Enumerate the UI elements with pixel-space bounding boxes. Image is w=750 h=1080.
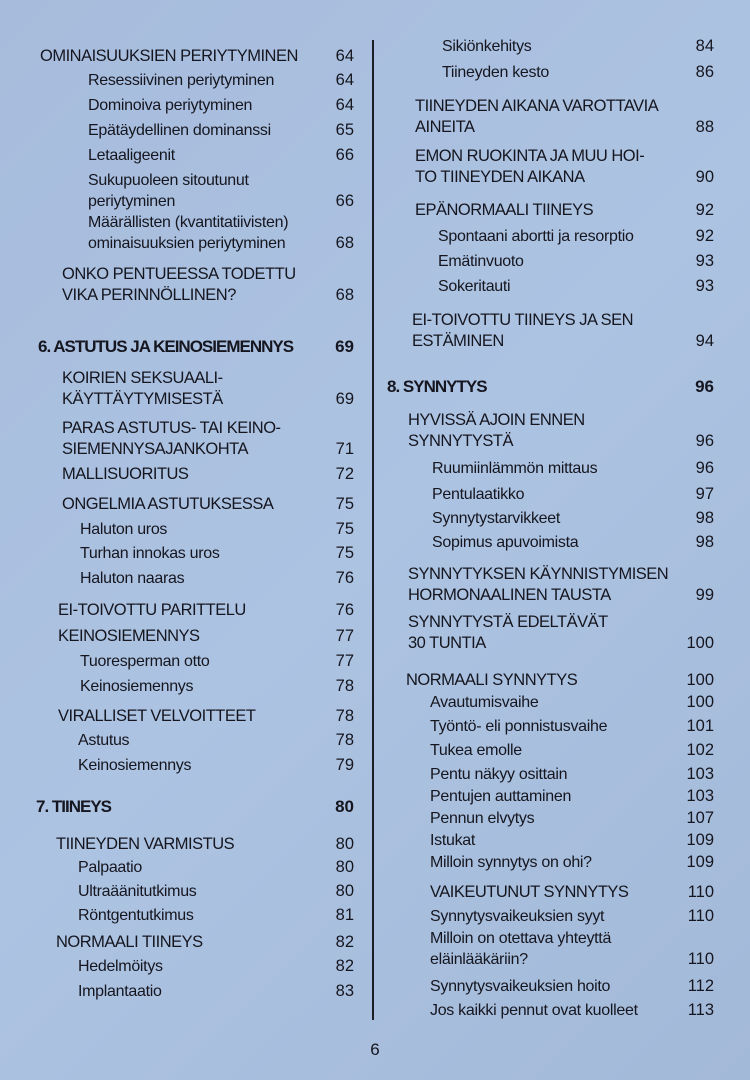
toc-entry-title-line: Ruumiinlämmön mittaus: [432, 460, 598, 477]
toc-entry-title-line: Epätäydellinen dominanssi: [88, 122, 271, 139]
toc-chapter: [36, 796, 354, 817]
toc-entry-title: [408, 612, 680, 654]
toc-entry-title: [438, 226, 682, 247]
toc-subsection: [432, 508, 714, 529]
toc-entry-title-line: SYNNYTYKSEN KÄYNNISTYMISEN: [408, 565, 669, 583]
toc-entry-title: [438, 276, 682, 297]
toc-entry-page: 80: [335, 858, 354, 876]
toc-entry-page: 80: [335, 797, 354, 816]
toc-entry-title-line: Pentujen auttaminen: [430, 788, 572, 805]
toc-entry-title: [38, 336, 322, 357]
toc-entry-page: 82: [335, 957, 354, 975]
toc-subsection: [430, 976, 714, 997]
toc-entry-title-line: TIINEYDEN AIKANA VAROTTAVIA: [415, 97, 659, 115]
toc-entry-title: [432, 508, 682, 529]
toc-entry-title: [430, 1000, 682, 1021]
toc-entry-title-line: ESTÄMINEN: [412, 332, 504, 350]
toc-entry-title-line: 7. TIINEYS: [36, 797, 112, 816]
toc-subsection: [438, 251, 714, 272]
toc-section: [62, 418, 354, 460]
toc-entry-title: [56, 834, 322, 855]
toc-entry-title-line: 30 TUNTIA: [408, 634, 486, 652]
toc-entry-title: [430, 882, 682, 903]
toc-entry-page: 78: [335, 731, 354, 749]
toc-entry-title-line: Keinosiemennys: [80, 678, 194, 695]
toc-entry-title-line: Spontaani abortti ja resorptio: [438, 228, 634, 245]
toc-entry-title-line: TO TIINEYDEN AIKANA: [415, 168, 585, 186]
toc-entry-page: 65: [335, 121, 354, 139]
toc-entry-page: 109: [686, 831, 714, 849]
toc-subsection: [430, 740, 714, 761]
toc-entry-page: 66: [335, 192, 354, 210]
toc-subsection: [80, 519, 354, 540]
toc-subsection: [430, 786, 714, 807]
toc-subsection: [432, 532, 714, 553]
toc-entry-title-line: HYVISSÄ AJOIN ENNEN: [408, 411, 585, 429]
toc-subsection: [430, 716, 714, 737]
toc-section: [58, 626, 354, 647]
toc-subsection: [78, 857, 354, 878]
toc-entry-title: [62, 494, 322, 515]
toc-entry-page: 81: [335, 906, 354, 924]
toc-entry-title-line: Tiineyden kesto: [442, 64, 549, 81]
toc-subsection: [432, 484, 714, 505]
toc-entry-title-line: Tuoresperman otto: [80, 653, 210, 670]
toc-section: [408, 410, 714, 452]
toc-entry-title-line: ONGELMIA ASTUTUKSESSA: [62, 495, 274, 513]
toc-entry-title: [442, 62, 682, 83]
toc-entry-page: 112: [687, 977, 714, 995]
toc-entry-page: 80: [335, 835, 354, 853]
toc-entry-page: 93: [695, 252, 714, 270]
toc-entry-title: [88, 170, 322, 212]
toc-entry-page: 64: [335, 96, 354, 114]
toc-entry-page: 98: [695, 533, 714, 551]
toc-entry-title-line: periytyminen: [88, 193, 176, 210]
toc-section: [412, 310, 714, 352]
toc-section: [40, 46, 354, 67]
toc-entry-page: 64: [335, 71, 354, 89]
toc-section: [56, 834, 354, 855]
toc-entry-page: 96: [695, 377, 714, 396]
toc-subsection: [442, 36, 714, 57]
toc-entry-title: [430, 716, 680, 737]
toc-section: [58, 600, 354, 621]
toc-entry-title-line: ONKO PENTUEESSA TODETTU: [62, 265, 296, 283]
toc-entry-title-line: Työntö- eli ponnistusvaihe: [430, 718, 608, 735]
toc-section: [58, 706, 354, 727]
toc-entry-title-line: VAIKEUTUNUT SYNNYTYS: [430, 883, 629, 901]
toc-entry-page: 100: [686, 671, 714, 689]
toc-entry-title-line: eläinlääkäriin?: [430, 951, 528, 968]
toc-entry-page: 96: [695, 459, 714, 477]
toc-entry-title: [432, 458, 682, 479]
toc-entry-title-line: Synnytysvaikeuksien hoito: [430, 978, 611, 995]
toc-entry-page: 77: [335, 652, 354, 670]
toc-entry-title-line: KOIRIEN SEKSUAALI-: [62, 369, 223, 387]
toc-entry-title: [62, 418, 322, 460]
toc-entry-page: 110: [687, 907, 714, 925]
toc-entry-title: [80, 676, 322, 697]
toc-entry-page: 103: [686, 787, 714, 805]
toc-entry-page: 82: [335, 933, 354, 951]
toc-entry-title-line: Haluton uros: [80, 521, 168, 538]
toc-entry-title: [78, 857, 322, 878]
toc-entry-title-line: HORMONAALINEN TAUSTA: [408, 586, 611, 604]
toc-entry-title-line: Avautumisvaihe: [430, 694, 539, 711]
toc-entry-title: [78, 881, 322, 902]
toc-entry-title: [80, 543, 322, 564]
toc-entry-page: 75: [335, 520, 354, 538]
toc-entry-title: [387, 376, 682, 397]
toc-entry-title: [432, 532, 682, 553]
toc-entry-page: 113: [687, 1001, 714, 1019]
toc-entry-title-line: VIKA PERINNÖLLINEN?: [62, 286, 236, 304]
column-divider: [372, 40, 374, 1020]
toc-entry-title-line: Palpaatio: [78, 859, 143, 876]
toc-entry-page: 103: [686, 765, 714, 783]
toc-entry-title-line: Ultraäänitutkimus: [78, 883, 197, 900]
toc-entry-title-line: Pennun elvytys: [430, 810, 535, 827]
toc-entry-page: 96: [695, 432, 714, 450]
toc-entry-title: [88, 212, 322, 254]
toc-entry-page: 93: [695, 277, 714, 295]
toc-subsection: [88, 95, 354, 116]
toc-entry-page: 84: [695, 37, 714, 55]
toc-entry-page: 68: [335, 286, 354, 304]
toc-entry-title-line: Turhan innokas uros: [80, 545, 220, 562]
toc-entry-title-line: TIINEYDEN VARMISTUS: [56, 835, 235, 853]
toc-subsection: [80, 676, 354, 697]
toc-entry-title-line: Pentu näkyy osittain: [430, 766, 568, 783]
toc-entry-title: [58, 626, 322, 647]
toc-entry-title-line: AINEITA: [415, 118, 475, 136]
toc-subsection: [78, 730, 354, 751]
toc-entry-title: [78, 755, 322, 776]
toc-entry-title-line: OMINAISUUKSIEN PERIYTYMINEN: [40, 47, 298, 65]
toc-entry-page: 92: [695, 201, 714, 219]
toc-entry-title-line: Sikiönkehitys: [442, 38, 532, 55]
toc-entry-title-line: Sukupuoleen sitoutunut: [88, 172, 249, 189]
toc-subsection: [88, 212, 354, 254]
toc-section: [415, 96, 714, 138]
toc-entry-title-line: NORMAALI TIINEYS: [56, 933, 203, 951]
toc-entry-title: [78, 730, 322, 751]
toc-entry-title: [432, 484, 682, 505]
toc-subsection: [88, 145, 354, 166]
toc-entry-title: [430, 928, 682, 970]
toc-entry-title: [80, 519, 322, 540]
toc-entry-title: [56, 932, 322, 953]
toc-subsection: [78, 755, 354, 776]
toc-section: [62, 494, 354, 515]
toc-subsection: [430, 906, 714, 927]
toc-subsection: [430, 692, 714, 713]
toc-entry-title-line: 8. SYNNYTYS: [387, 377, 487, 396]
toc-section: [408, 564, 714, 606]
toc-entry-page: 86: [695, 63, 714, 81]
toc-section: [415, 200, 714, 221]
toc-entry-title-line: Röntgentutkimus: [78, 907, 194, 924]
toc-entry-page: 109: [686, 853, 714, 871]
toc-entry-title: [40, 46, 322, 67]
toc-entry-title: [36, 796, 322, 817]
toc-section: [62, 264, 354, 306]
toc-entry-page: 99: [695, 586, 714, 604]
toc-entry-title: [78, 956, 322, 977]
toc-entry-title-line: Milloin synnytys on ohi?: [430, 854, 592, 871]
toc-entry-title-line: VIRALLISET VELVOITTEET: [58, 707, 256, 725]
toc-entry-title-line: NORMAALI SYNNYTYS: [406, 671, 578, 689]
toc-subsection: [88, 70, 354, 91]
toc-entry-title-line: Jos kaikki pennut ovat kuolleet: [430, 1002, 638, 1019]
toc-section: [56, 932, 354, 953]
toc-entry-title: [412, 310, 682, 352]
toc-entry-title: [406, 670, 680, 691]
toc-entry-title-line: Sokeritauti: [438, 278, 511, 295]
toc-entry-title-line: Pentulaatikko: [432, 486, 525, 503]
toc-subsection: [78, 981, 354, 1002]
toc-entry-page: 97: [695, 485, 714, 503]
toc-entry-title-line: Astutus: [78, 732, 130, 749]
toc-section: [415, 146, 714, 188]
toc-entry-title-line: EI-TOIVOTTU TIINEYS JA SEN: [412, 311, 634, 329]
toc-entry-page: 78: [335, 707, 354, 725]
toc-entry-title-line: KEINOSIEMENNYS: [58, 627, 200, 645]
toc-entry-title-line: SYNNYTYSTÄ: [408, 432, 514, 450]
toc-entry-page: 101: [686, 717, 714, 735]
toc-entry-title-line: Resessiivinen periytyminen: [88, 72, 275, 89]
toc-entry-page: 79: [335, 756, 354, 774]
toc-entry-title: [430, 740, 680, 761]
toc-entry-title-line: Letaaligeenit: [88, 147, 175, 164]
toc-entry-title-line: EI-TOIVOTTU PARITTELU: [58, 601, 246, 619]
toc-entry-page: 100: [686, 693, 714, 711]
toc-entry-page: 66: [335, 146, 354, 164]
toc-entry-title-line: Hedelmöitys: [78, 958, 163, 975]
toc-entry-title: [78, 905, 322, 926]
toc-entry-page: 110: [687, 883, 714, 901]
page-number: 6: [370, 1040, 380, 1059]
toc-subsection: [80, 651, 354, 672]
toc-entry-title-line: Synnytystarvikkeet: [432, 510, 560, 527]
toc-entry-page: 68: [335, 234, 354, 252]
toc-entry-title-line: Tukea emolle: [430, 742, 522, 759]
toc-subsection: [442, 62, 714, 83]
toc-entry-title-line: Määrällisten (kvantitatiivisten): [88, 214, 289, 231]
toc-entry-page: 71: [335, 440, 354, 458]
toc-entry-page: 72: [335, 465, 354, 483]
toc-entry-page: 64: [335, 47, 354, 65]
toc-entry-title: [88, 95, 322, 116]
toc-section: [406, 670, 714, 691]
toc-entry-title: [415, 96, 682, 138]
toc-entry-title: [430, 808, 680, 829]
toc-entry-title-line: Istukat: [430, 832, 476, 849]
toc-subsection: [430, 830, 714, 851]
toc-subsection: [430, 808, 714, 829]
toc-entry-page: 94: [695, 332, 714, 350]
toc-section: [430, 882, 714, 903]
toc-entry-title: [78, 981, 322, 1002]
toc-subsection: [88, 120, 354, 141]
toc-subsection: [430, 928, 714, 970]
toc-entry-page: 80: [335, 882, 354, 900]
toc-entry-title: [58, 706, 322, 727]
toc-entry-page: 98: [695, 509, 714, 527]
toc-entry-title: [88, 70, 322, 91]
toc-subsection: [80, 543, 354, 564]
toc-entry-title: [80, 651, 322, 672]
toc-entry-title: [80, 568, 322, 589]
toc-entry-title-line: EPÄNORMAALI TIINEYS: [415, 201, 594, 219]
toc-entry-title-line: MALLISUORITUS: [62, 465, 189, 483]
toc-entry-page: 88: [695, 118, 714, 136]
toc-entry-title: [430, 764, 680, 785]
toc-subsection: [432, 458, 714, 479]
toc-entry-page: 83: [335, 982, 354, 1000]
toc-entry-title-line: Keinosiemennys: [78, 757, 192, 774]
toc-entry-title-line: Milloin on otettava yhteyttä: [430, 930, 612, 947]
toc-entry-page: 102: [686, 741, 714, 759]
toc-entry-title: [442, 36, 682, 57]
toc-section: [62, 464, 354, 485]
toc-entry-title: [62, 368, 322, 410]
toc-entry-title: [58, 600, 322, 621]
toc-entry-title-line: Implantaatio: [78, 983, 162, 1000]
toc-entry-title: [62, 464, 322, 485]
toc-subsection: [430, 1000, 714, 1021]
toc-entry-title-line: SIEMENNYSAJANKOHTA: [62, 440, 248, 458]
toc-chapter: [387, 376, 714, 397]
toc-entry-page: 92: [695, 227, 714, 245]
toc-entry-title-line: Sopimus apuvoimista: [432, 534, 579, 551]
toc-subsection: [430, 852, 714, 873]
toc-entry-title: [408, 564, 682, 606]
toc-entry-page: 76: [335, 569, 354, 587]
toc-entry-title: [438, 251, 682, 272]
toc-entry-title-line: Dominoiva periytyminen: [88, 97, 253, 114]
toc-entry-title: [430, 976, 682, 997]
toc-entry-page: 69: [335, 390, 354, 408]
toc-subsection: [438, 276, 714, 297]
toc-entry-title: [408, 410, 682, 452]
toc-entry-page: 77: [335, 627, 354, 645]
toc-entry-page: 107: [686, 809, 714, 827]
toc-entry-title: [430, 906, 682, 927]
toc-entry-page: 75: [335, 495, 354, 513]
toc-entry-title-line: PARAS ASTUTUS- TAI KEINO-: [62, 419, 281, 437]
toc-entry-title: [415, 200, 682, 221]
toc-subsection: [78, 881, 354, 902]
toc-entry-title: [430, 830, 680, 851]
toc-entry-title: [88, 145, 322, 166]
toc-entry-page: 76: [335, 601, 354, 619]
toc-entry-title: [62, 264, 322, 306]
toc-entry-page: 69: [335, 337, 354, 356]
toc-section: [62, 368, 354, 410]
toc-entry-page: 75: [335, 544, 354, 562]
toc-entry-title: [415, 146, 682, 188]
toc-chapter: [38, 336, 354, 357]
toc-section: [408, 612, 714, 654]
toc-entry-page: 78: [335, 677, 354, 695]
toc-entry-title-line: 6. ASTUTUS JA KEINOSIEMENNYS: [38, 337, 294, 356]
toc-entry-title: [430, 786, 680, 807]
toc-subsection: [80, 568, 354, 589]
toc-entry-title: [430, 852, 680, 873]
toc-subsection: [78, 905, 354, 926]
toc-subsection: [430, 764, 714, 785]
toc-entry-title-line: SYNNYTYSTÄ EDELTÄVÄT: [408, 613, 608, 631]
toc-entry-title-line: Haluton naaras: [80, 570, 185, 587]
toc-entry-page: 90: [695, 168, 714, 186]
toc-subsection: [88, 170, 354, 212]
toc-entry-title-line: Emätinvuoto: [438, 253, 524, 270]
toc-entry-title-line: Synnytysvaikeuksien syyt: [430, 908, 605, 925]
toc-entry-title-line: KÄYTTÄYTYMISESTÄ: [62, 390, 223, 408]
toc-subsection: [78, 956, 354, 977]
toc-entry-title: [430, 692, 680, 713]
toc-entry-title-line: EMON RUOKINTA JA MUU HOI-: [415, 147, 645, 165]
toc-subsection: [438, 226, 714, 247]
toc-entry-title: [88, 120, 322, 141]
toc-entry-page: 110: [687, 950, 714, 968]
toc-entry-page: 100: [686, 634, 714, 652]
toc-entry-title-line: ominaisuuksien periytyminen: [88, 235, 286, 252]
